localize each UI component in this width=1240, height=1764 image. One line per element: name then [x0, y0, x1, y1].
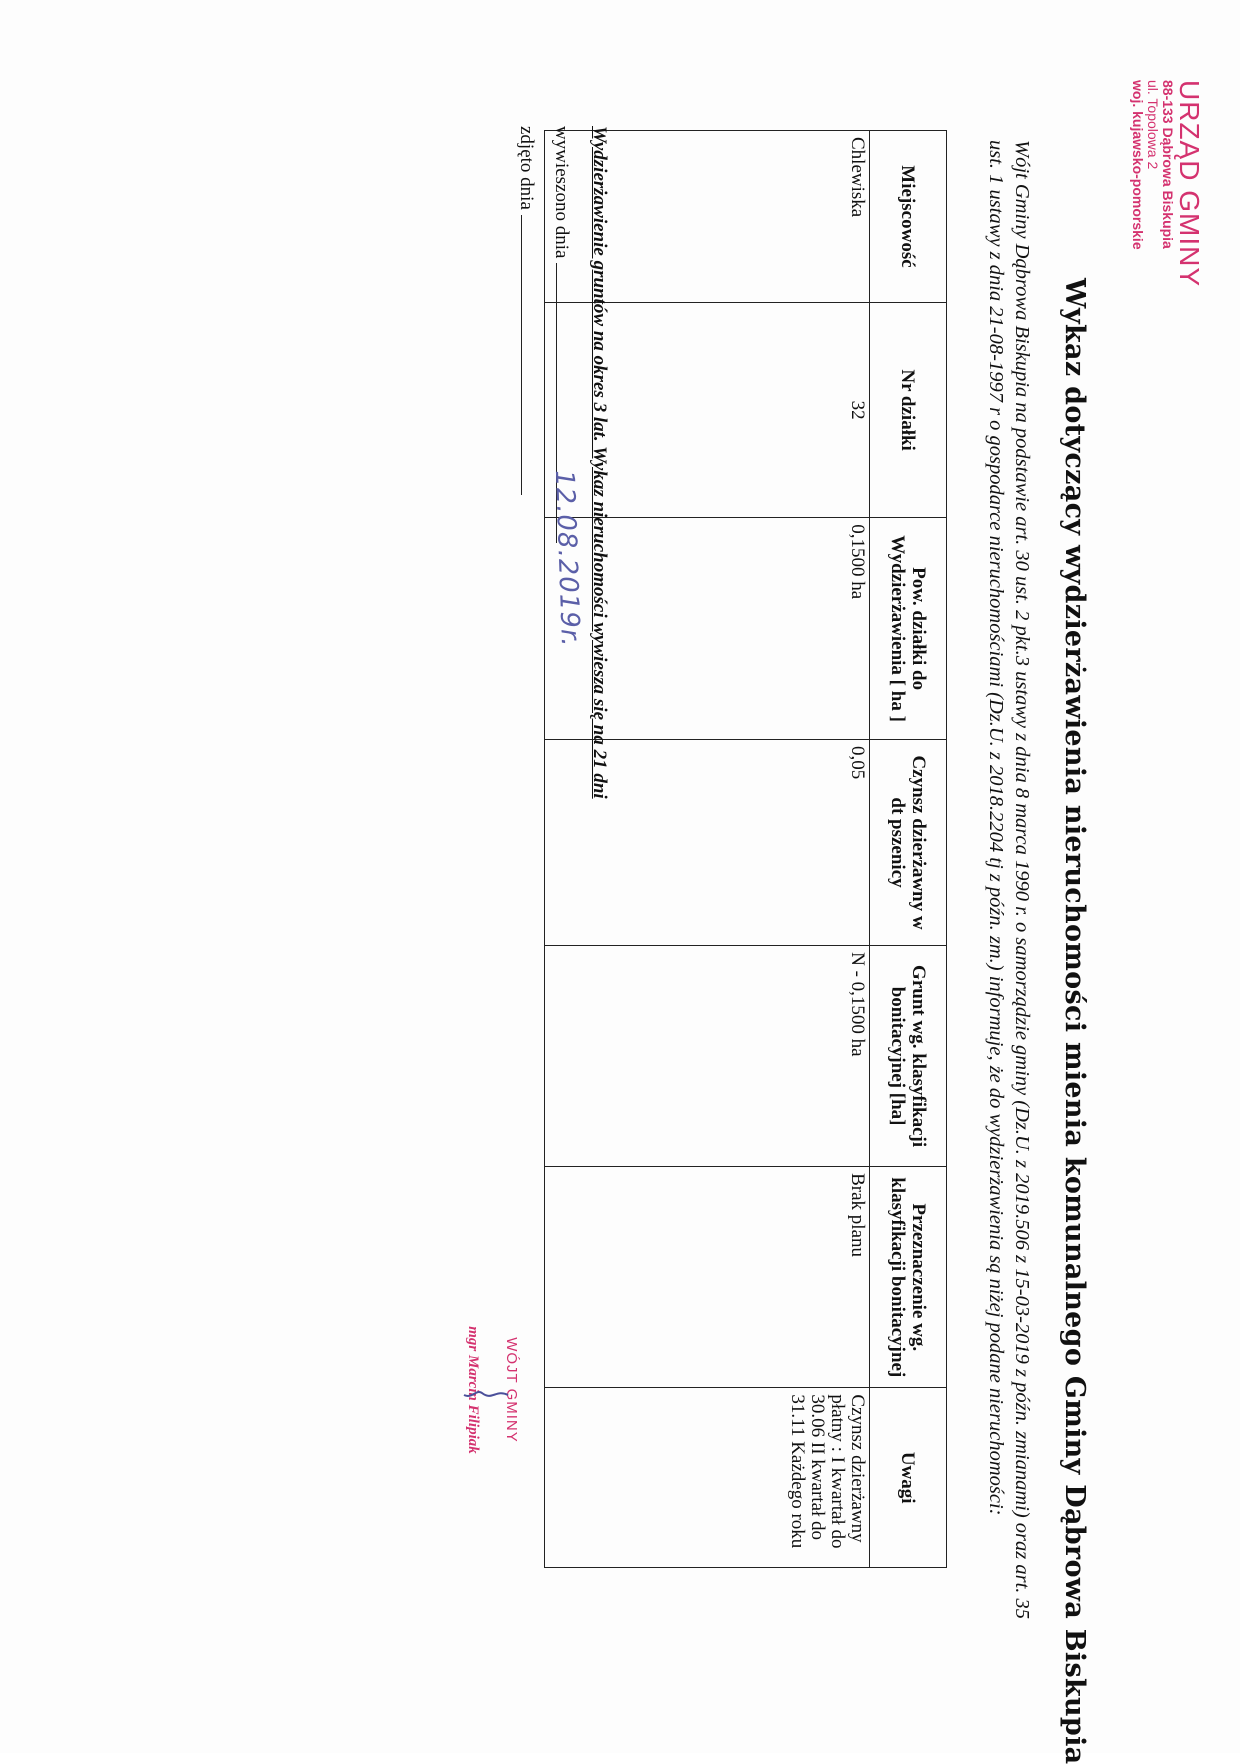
document-title: Wykaz dotyczący wydzierżawienia nieruchomości mienia komunalnego Gminy Dąbrowa Biskupia [1059, 278, 1090, 1764]
stamp-address-1: 88-133 Dąbrowa Biskupia [1159, 80, 1176, 249]
stamp-title: URZĄD GMINY [1174, 80, 1205, 287]
removed-date-line [515, 126, 540, 495]
cell-nr-dzialki: 32 [545, 302, 870, 517]
stamp-address-3: woj. kujawsko-pomorskie [1130, 80, 1147, 250]
removed-date-underline [521, 215, 540, 495]
cell-miejscowosc: Chlewiska [545, 131, 870, 303]
office-stamp [1131, 80, 1204, 287]
signature-name: mgr Marcin Filipiak [465, 1326, 481, 1454]
lease-note: Wydzierżawienie gruntów na okres 3 lat. Wykaz nieruchomości wywiesza się na 21 dni [589, 126, 610, 799]
signature-title: WÓJT GMINY [503, 1337, 520, 1443]
stamp-address-2: ul. Topolowa 2 [1144, 80, 1161, 170]
intro-paragraph: Wójt Gminy Dąbrowa Biskupia na podstawie art. 30 ust. 2 pkt.3 ustawy z dnia 8 marca 1990 r. o samorządzie gminy (Dz.U. z 2019.506 z 15-03-2019 z późn. zmianami) oraz art. 35 ust. 1 ustawy z dnia 21-08-1997 r o gospodarce nieruchomościami (Dz.U. z 2018.2204 tj z późn. zm.) informuje, że do wydzierżawienia są niżej podane nieruchomości: [985, 140, 1033, 1620]
table-header-row [870, 131, 947, 1568]
header-przeznaczenie: Przeznaczenie wg. klasyfikacji bonitacyjnej [870, 1167, 947, 1388]
header-grunt: Grunt wg. klasyfikacji bonitacyjnej [ha] [870, 946, 947, 1167]
cell-grunt: N - 0,1500 ha [545, 946, 870, 1167]
removed-date-label: zdjęto dnia [516, 126, 537, 210]
signature-scribble-icon [462, 1385, 510, 1405]
header-uwagi: Uwagi [870, 1388, 947, 1568]
cell-czynsz: 0,05 [545, 739, 870, 945]
cell-przeznaczenie: Brak planu [545, 1167, 870, 1388]
header-czynsz: Czynsz dzierżawny w dt pszenicy [870, 739, 947, 945]
cell-uwagi: Czynsz dzierżawny płatny : I kwartał do 30.06 II kwartał do 31.11 Każdego roku [545, 1388, 870, 1568]
cell-powierzchnia: 0,1500 ha [545, 518, 870, 740]
posted-date-handwritten: 12.08.2019r. [548, 469, 586, 648]
posted-date-label: wywieszono dnia [551, 126, 572, 259]
header-miejscowosc: Miejscowość [870, 131, 947, 303]
signature-stamp [464, 1290, 520, 1490]
header-nr-dzialki: Nr działki [870, 302, 947, 517]
header-powierzchnia: Pow. działki do Wydzierżawienia [ ha ] [870, 518, 947, 740]
